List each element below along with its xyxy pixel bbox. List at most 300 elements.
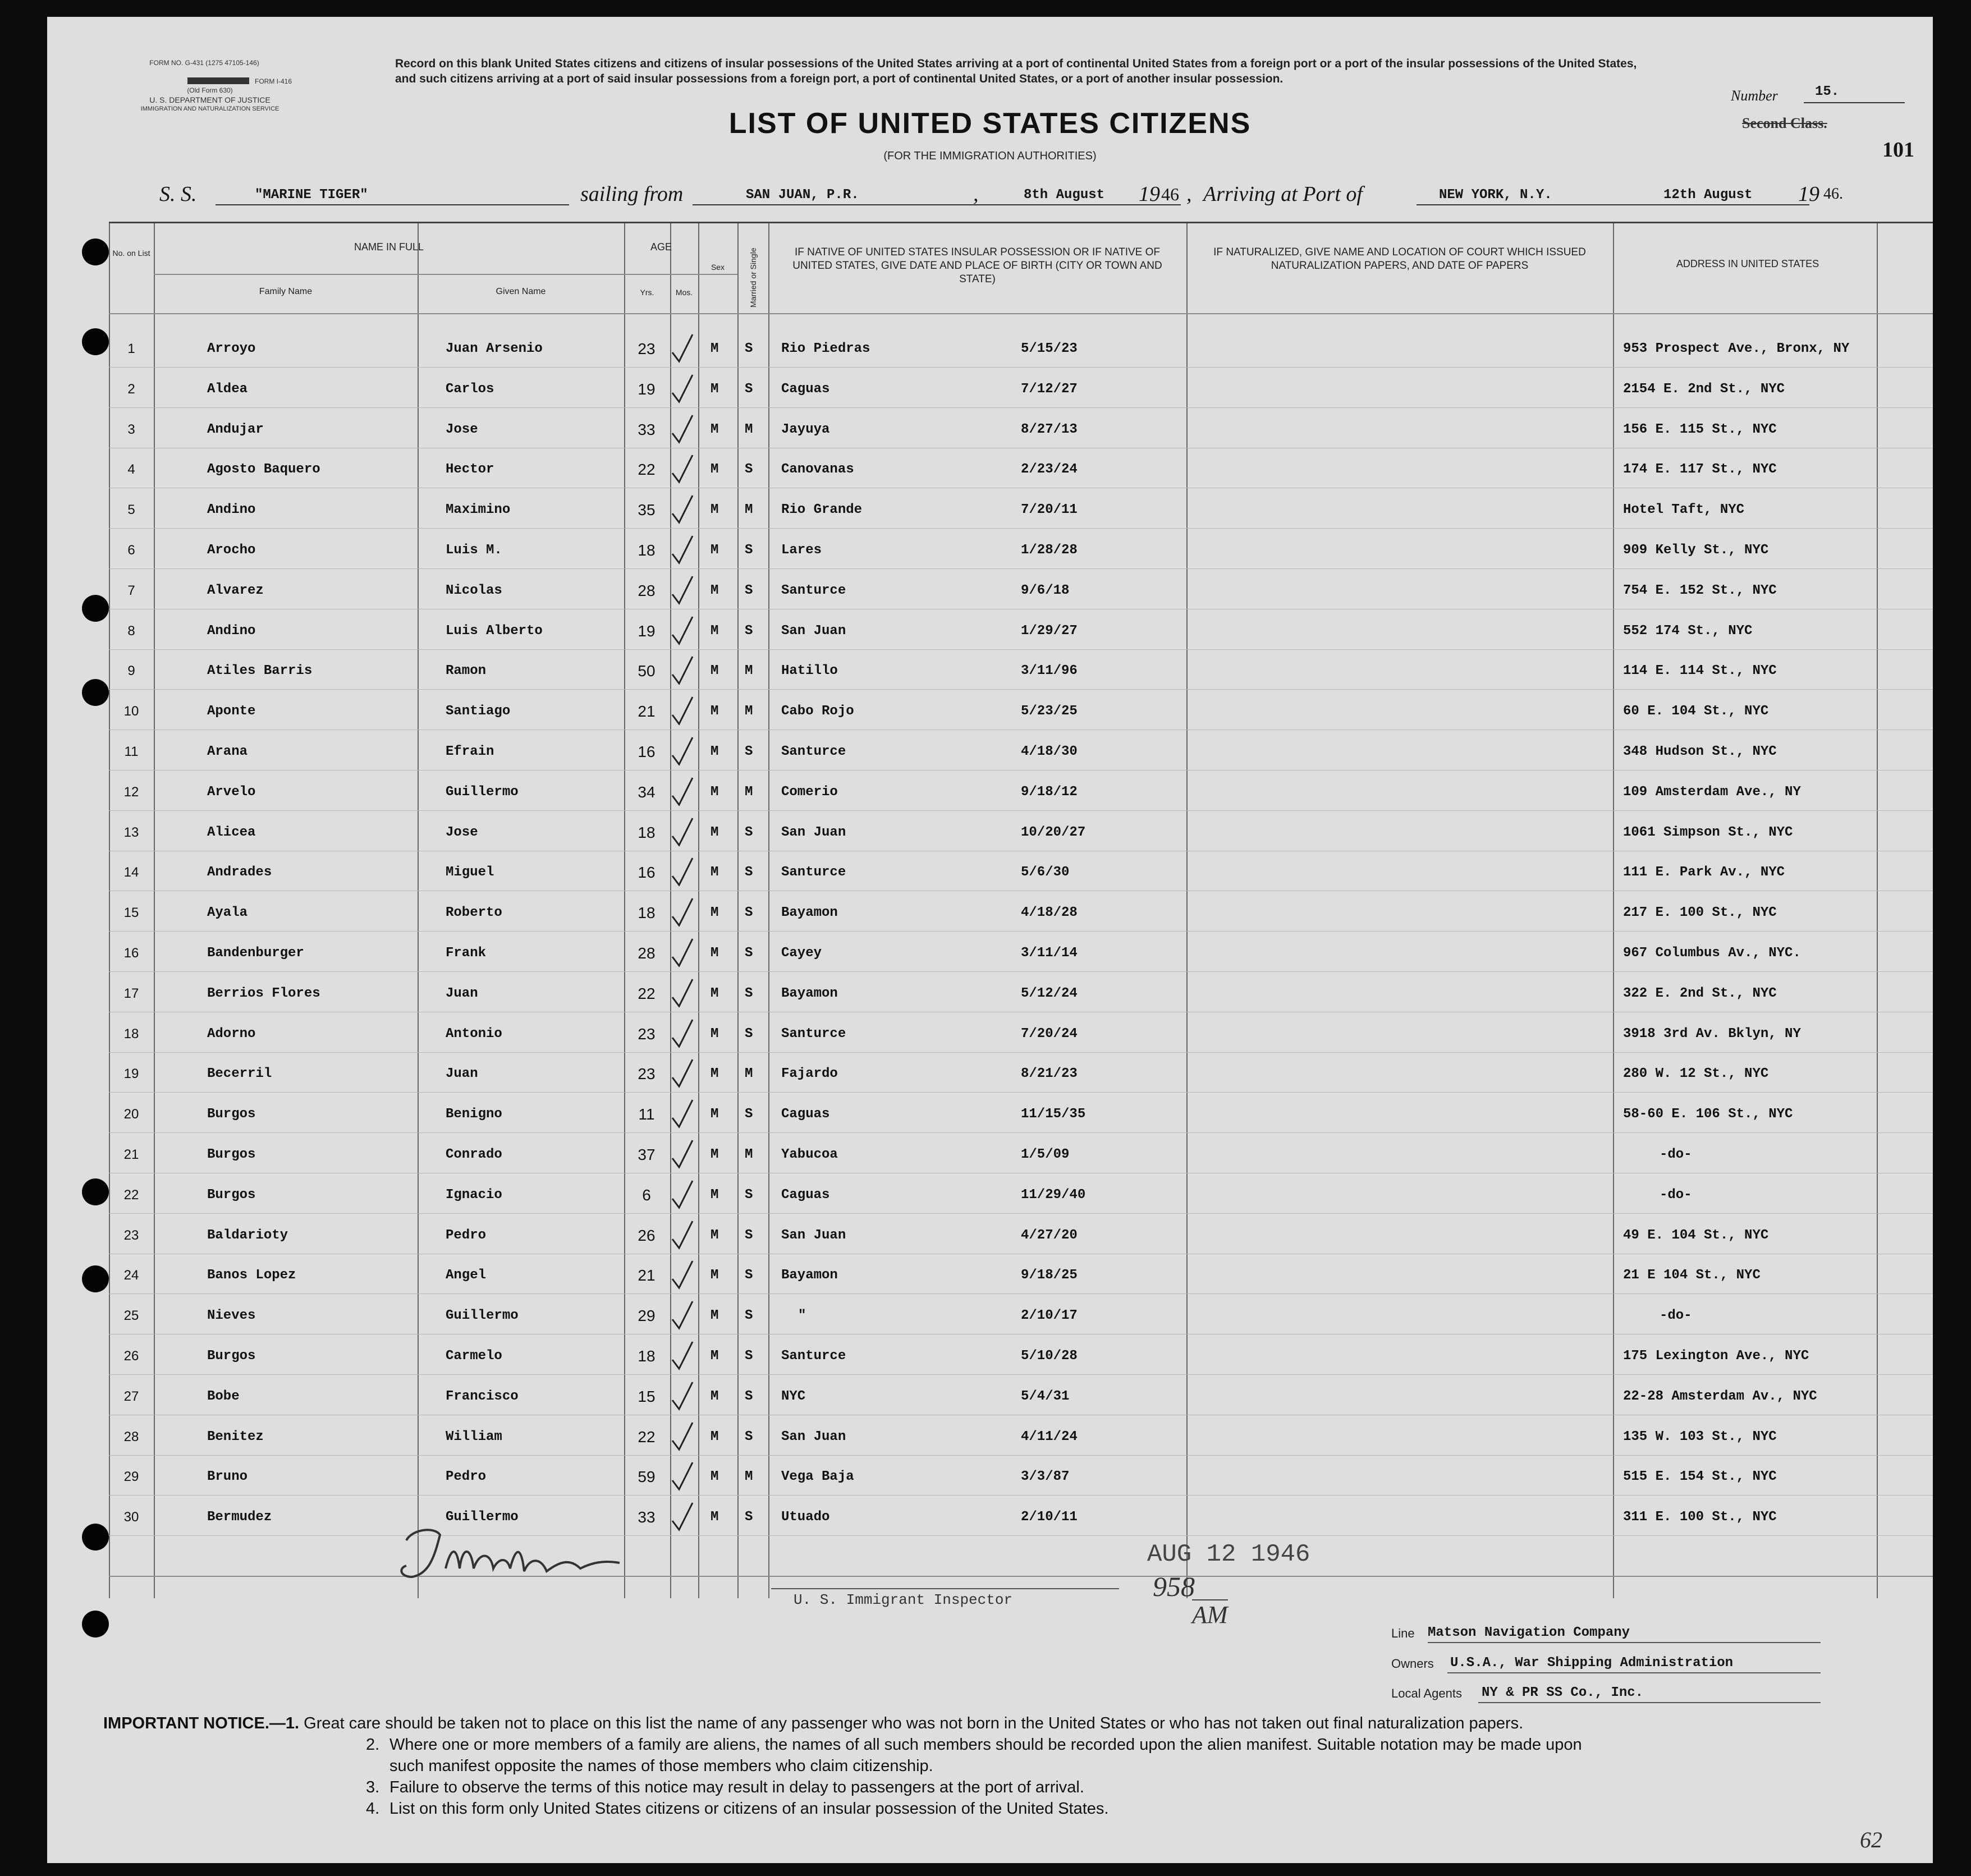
table-row — [109, 854, 1933, 894]
cell-place: Santurce — [781, 744, 846, 759]
check-mark-icon — [670, 1219, 695, 1253]
cell-date: 2/10/17 — [1021, 1308, 1078, 1324]
page-number: 101 — [1882, 138, 1914, 162]
table-row — [109, 733, 1933, 773]
number-underline — [1804, 102, 1905, 103]
cell-date: 4/11/24 — [1021, 1429, 1078, 1444]
cell-place: San Juan — [781, 1429, 846, 1444]
notice-item-1: Great care should be taken not to place on this list the name of any passenger who was not born in the United States or who has not taken out final naturalization papers. — [304, 1714, 1524, 1732]
cell-family: Bermudez — [207, 1510, 272, 1525]
cell-given: Nicolas — [446, 582, 502, 598]
cell-address: 967 Columbus Av., NYC. — [1623, 946, 1801, 961]
cell-given: Roberto — [446, 905, 502, 921]
cell-ms: M — [745, 502, 753, 518]
cell-address: 174 E. 117 St., NYC — [1623, 462, 1777, 478]
table-row — [109, 1418, 1933, 1458]
check-mark-icon — [670, 493, 695, 527]
cell-family: Andrades — [207, 865, 272, 880]
cell-place: Caguas — [781, 1107, 830, 1122]
cell-sex: M — [711, 946, 719, 961]
table-row — [109, 612, 1933, 653]
port-from-underline — [693, 204, 1029, 205]
intro-text: Record on this blank United States citizens and citizens of insular possessions of the United States arriving at a port of continental United States from a foreign port or a port of the insular possessions of the United States, and such citizens arriving at a port of said insular possessions from a foreign port, a port of continental United States, or a port of another insular possession. — [395, 57, 1637, 85]
cell-ms: S — [745, 824, 753, 840]
cell-age: 35 — [638, 501, 656, 519]
cell-age: 18 — [638, 823, 656, 841]
sail-date: 8th August — [1024, 187, 1105, 203]
cell-ms: S — [745, 381, 753, 397]
cell-age: 18 — [638, 542, 656, 559]
cell-sex: M — [711, 1388, 719, 1404]
cell-date: 8/27/13 — [1021, 421, 1078, 437]
cell-family: Andujar — [207, 421, 264, 437]
cell-ms: S — [745, 946, 753, 961]
cell-ms: S — [745, 865, 753, 880]
table-row — [109, 1498, 1933, 1539]
table-row — [109, 411, 1933, 451]
cell-date: 1/29/27 — [1021, 623, 1078, 639]
check-mark-icon — [670, 695, 695, 728]
check-mark-icon — [670, 534, 695, 567]
table-row — [109, 773, 1933, 814]
cell-age: 34 — [638, 783, 656, 801]
cell-age: 28 — [638, 944, 656, 962]
check-mark-icon — [670, 1259, 695, 1292]
cell-address: 552 174 St., NYC — [1623, 623, 1753, 639]
cell-ms: S — [745, 1510, 753, 1525]
cell-place: San Juan — [781, 824, 846, 840]
cell-place: Lares — [781, 543, 822, 558]
cell-address: 111 E. Park Av., NYC — [1623, 865, 1785, 880]
cell-place: Cayey — [781, 946, 822, 961]
cell-sex: M — [711, 744, 719, 759]
agents-underline — [1478, 1702, 1821, 1703]
inspector-label: U. S. Immigrant Inspector — [794, 1591, 1013, 1608]
cell-address: -do- — [1660, 1187, 1692, 1203]
cell-given: Ignacio — [446, 1187, 502, 1203]
cell-family: Alicea — [207, 824, 256, 840]
binder-hole — [82, 679, 109, 706]
table-row — [109, 1458, 1933, 1498]
port-from: SAN JUAN, P.R. — [746, 187, 859, 203]
cell-place: Cabo Rojo — [781, 704, 854, 719]
page-subtitle: (FOR THE IMMIGRATION AUTHORITIES) — [883, 150, 1097, 162]
table-row — [109, 814, 1933, 854]
header-naturalized: IF NATURALIZED, GIVE NAME AND LOCATION OF COURT WHICH ISSUED NATURALIZATION PAPERS, AND DATE OF PAPERS — [1213, 246, 1586, 272]
check-mark-icon — [670, 735, 695, 769]
table-row — [109, 1136, 1933, 1176]
cell-ms: S — [745, 1308, 753, 1324]
cell-address: -do- — [1660, 1147, 1692, 1162]
check-mark-icon — [670, 896, 695, 930]
cell-date: 3/11/14 — [1021, 946, 1078, 961]
check-mark-icon — [670, 1057, 695, 1091]
notice-item-4-no: 4. — [366, 1800, 380, 1818]
number-value: 15. — [1815, 84, 1840, 99]
cell-date: 7/20/24 — [1021, 1026, 1078, 1042]
cell-place: Jayuya — [781, 421, 830, 437]
passenger-table — [109, 222, 1933, 1598]
stamp-time: 958 — [1153, 1571, 1195, 1602]
cell-address: 909 Kelly St., NYC — [1623, 543, 1769, 558]
cell-sex: M — [711, 1429, 719, 1444]
cell-no: 18 — [123, 1026, 139, 1042]
cell-no: 16 — [123, 946, 139, 961]
cell-family: Burgos — [207, 1348, 256, 1364]
cell-no: 23 — [123, 1227, 139, 1243]
cell-date: 1/28/28 — [1021, 543, 1078, 558]
cell-ms: M — [745, 421, 753, 437]
cell-no: 9 — [127, 663, 135, 679]
cell-place: Caguas — [781, 381, 830, 397]
check-mark-icon — [670, 332, 695, 366]
cell-date: 9/18/12 — [1021, 784, 1078, 800]
cell-no: 19 — [123, 1066, 139, 1082]
binder-hole — [82, 328, 109, 355]
cell-date: 1/5/09 — [1021, 1147, 1070, 1162]
cell-address: 2154 E. 2nd St., NYC — [1623, 381, 1785, 397]
cell-given: Maximino — [446, 502, 511, 518]
cell-age: 23 — [638, 340, 656, 357]
cell-place: Santurce — [781, 1348, 846, 1364]
check-mark-icon — [670, 1138, 695, 1172]
cell-address: 156 E. 115 St., NYC — [1623, 421, 1777, 437]
cell-ms: S — [745, 1026, 753, 1042]
cell-given: Conrado — [446, 1147, 502, 1162]
cell-place: Santurce — [781, 582, 846, 598]
cell-no: 22 — [123, 1187, 139, 1203]
cell-ms: S — [745, 462, 753, 478]
cell-sex: M — [711, 502, 719, 518]
cell-sex: M — [711, 341, 719, 356]
cell-ms: M — [745, 1147, 753, 1162]
cell-address: 109 Amsterdam Ave., NY — [1623, 784, 1801, 800]
cell-no: 4 — [127, 462, 135, 478]
cell-age: 21 — [638, 703, 656, 721]
cell-ms: S — [745, 1227, 753, 1243]
cell-given: Antonio — [446, 1026, 502, 1042]
cell-no: 27 — [123, 1388, 139, 1404]
cell-address: 3918 3rd Av. Bklyn, NY — [1623, 1026, 1801, 1042]
redaction-bar — [187, 77, 249, 84]
cell-place: Vega Baja — [781, 1469, 854, 1485]
cell-ms: S — [745, 1107, 753, 1122]
binder-hole — [82, 1178, 109, 1205]
old-form: (Old Form 630) — [187, 86, 233, 94]
cell-place: Hatillo — [781, 663, 838, 679]
cell-sex: M — [711, 1348, 719, 1364]
cell-family: Atiles Barris — [207, 663, 313, 679]
cell-place: Bayamon — [781, 1268, 838, 1283]
cell-family: Ayala — [207, 905, 248, 921]
cell-given: Efrain — [446, 744, 494, 759]
cell-age: 50 — [638, 662, 656, 680]
notice-item-4: List on this form only United States citizens or citizens of an insular possession of the United States. — [389, 1800, 1109, 1818]
cell-family: Bruno — [207, 1469, 248, 1485]
sail-year: 46 — [1161, 184, 1179, 204]
table-row — [109, 894, 1933, 934]
line-underline — [1428, 1642, 1821, 1643]
header-given-name: Given Name — [496, 287, 546, 296]
cell-given: Luis Alberto — [446, 623, 543, 639]
cell-date: 5/10/28 — [1021, 1348, 1078, 1364]
cell-no: 7 — [127, 582, 135, 598]
cell-age: 11 — [638, 1106, 655, 1123]
header-mos: Mos. — [675, 288, 693, 297]
check-mark-icon — [670, 1420, 695, 1454]
cell-given: Guillermo — [446, 1308, 519, 1324]
cell-ms: S — [745, 985, 753, 1001]
table-row — [109, 370, 1933, 411]
cell-no: 6 — [127, 543, 135, 558]
cell-ms: S — [745, 582, 753, 598]
table-row — [109, 692, 1933, 733]
cell-place: Rio Piedras — [781, 341, 870, 356]
cell-no: 10 — [123, 704, 139, 719]
cell-no: 8 — [127, 623, 135, 639]
header-name-in-full: NAME IN FULL — [354, 241, 424, 253]
line-value: Matson Navigation Company — [1428, 1625, 1630, 1640]
cell-date: 3/11/96 — [1021, 663, 1078, 679]
cell-date: 9/6/18 — [1021, 582, 1070, 598]
cell-family: Andino — [207, 623, 256, 639]
cell-no: 20 — [123, 1107, 139, 1122]
cell-no: 2 — [127, 381, 135, 397]
cell-address: 754 E. 152 St., NYC — [1623, 582, 1777, 598]
cell-family: Berrios Flores — [207, 985, 320, 1001]
table-row — [109, 451, 1933, 491]
cell-no: 30 — [123, 1510, 139, 1525]
cell-given: Francisco — [446, 1388, 519, 1404]
cell-date: 8/21/23 — [1021, 1066, 1078, 1082]
cell-no: 11 — [124, 744, 139, 759]
cell-sex: M — [711, 462, 719, 478]
cell-address: 953 Prospect Ave., Bronx, NY — [1623, 341, 1850, 356]
cell-age: 37 — [638, 1146, 656, 1163]
cell-age: 15 — [638, 1387, 656, 1405]
binder-hole — [82, 238, 109, 265]
cell-place: Caguas — [781, 1187, 830, 1203]
table-row — [109, 531, 1933, 572]
class-label: Second Class. — [1742, 115, 1827, 131]
binder-hole — [82, 595, 109, 622]
cell-no: 24 — [123, 1268, 139, 1283]
cell-place: San Juan — [781, 1227, 846, 1243]
cell-family: Aponte — [207, 704, 256, 719]
cell-family: Aldea — [207, 381, 248, 397]
table-row — [109, 975, 1933, 1015]
notice-heading: IMPORTANT NOTICE.—1. — [103, 1714, 300, 1732]
cell-family: Becerril — [207, 1066, 272, 1082]
cell-ms: M — [745, 784, 753, 800]
check-mark-icon — [670, 1098, 695, 1131]
check-mark-icon — [670, 1017, 695, 1051]
cell-family: Adorno — [207, 1026, 256, 1042]
check-mark-icon — [670, 1380, 695, 1414]
check-mark-icon — [670, 1178, 695, 1212]
cell-address: 58-60 E. 106 St., NYC — [1623, 1107, 1793, 1122]
table-row — [109, 1055, 1933, 1095]
cell-address: 348 Hudson St., NYC — [1623, 744, 1777, 759]
cell-place: Bayamon — [781, 905, 838, 921]
form-code: FORM I-416 — [255, 77, 292, 85]
cell-date: 4/27/20 — [1021, 1227, 1078, 1243]
cell-address: 322 E. 2nd St., NYC — [1623, 985, 1777, 1001]
cell-sex: M — [711, 905, 719, 921]
owners-label: Owners — [1391, 1657, 1434, 1671]
header-married-single: Married or Single — [749, 247, 758, 308]
cell-no: 21 — [123, 1147, 139, 1162]
check-mark-icon — [670, 574, 695, 608]
sailing-label: sailing from — [580, 182, 684, 206]
cell-place: Santurce — [781, 865, 846, 880]
cell-given: Pedro — [446, 1469, 487, 1485]
cell-given: Benigno — [446, 1107, 502, 1122]
cell-place: " — [798, 1308, 806, 1324]
cell-no: 28 — [123, 1429, 139, 1444]
check-mark-icon — [670, 1460, 695, 1494]
cell-family: Burgos — [207, 1147, 256, 1162]
cell-ms: S — [745, 1429, 753, 1444]
cell-given: Hector — [446, 462, 494, 478]
cell-sex: M — [711, 824, 719, 840]
cell-date: 7/20/11 — [1021, 502, 1078, 518]
cell-place: Canovanas — [781, 462, 854, 478]
header-address: ADDRESS IN UNITED STATES — [1676, 258, 1819, 269]
cell-sex: M — [711, 663, 719, 679]
cell-date: 2/23/24 — [1021, 462, 1078, 478]
cell-place: San Juan — [781, 623, 846, 639]
cell-age: 33 — [638, 1508, 656, 1526]
department: U. S. DEPARTMENT OF JUSTICE — [149, 95, 271, 104]
cell-place: Yabucoa — [781, 1147, 838, 1162]
cell-sex: M — [711, 1510, 719, 1525]
cell-age: 29 — [638, 1307, 656, 1325]
cell-family: Arvelo — [207, 784, 256, 800]
cell-date: 11/15/35 — [1021, 1107, 1086, 1122]
cell-family: Bandenburger — [207, 946, 304, 961]
cell-date: 11/29/40 — [1021, 1187, 1086, 1203]
cell-age: 16 — [638, 864, 656, 882]
agents-value: NY & PR SS Co., Inc. — [1482, 1685, 1644, 1700]
cell-no: 14 — [123, 865, 139, 880]
cell-address: -do- — [1660, 1308, 1692, 1324]
cell-ms: S — [745, 744, 753, 759]
cell-date: 4/18/30 — [1021, 744, 1078, 759]
notice-item-3-no: 3. — [366, 1778, 380, 1796]
check-mark-icon — [670, 856, 695, 889]
check-mark-icon — [670, 1501, 695, 1534]
owners-underline — [1447, 1672, 1821, 1673]
cell-age: 18 — [638, 1347, 656, 1365]
cell-no: 13 — [123, 824, 139, 840]
check-mark-icon — [670, 413, 695, 447]
cell-address: 135 W. 103 St., NYC — [1623, 1429, 1777, 1444]
header-sex: Sex — [711, 263, 725, 272]
agents-label: Local Agents — [1391, 1686, 1462, 1700]
cell-no: 17 — [123, 985, 139, 1001]
cell-address: 175 Lexington Ave., NYC — [1623, 1348, 1809, 1364]
cell-family: Andino — [207, 502, 256, 518]
cell-address: 217 E. 100 St., NYC — [1623, 905, 1777, 921]
inspector-signature — [395, 1524, 631, 1585]
check-mark-icon — [670, 1299, 695, 1333]
cell-ms: S — [745, 543, 753, 558]
cell-no: 15 — [123, 905, 139, 921]
cell-given: Frank — [446, 946, 487, 961]
table-row — [109, 1176, 1933, 1217]
cell-date: 5/23/25 — [1021, 704, 1078, 719]
cell-given: Santiago — [446, 704, 511, 719]
cell-given: Angel — [446, 1268, 487, 1283]
number-label: Number — [1731, 88, 1778, 104]
corner-mark: 62 — [1860, 1827, 1882, 1852]
table-row — [109, 491, 1933, 531]
cell-address: 1061 Simpson St., NYC — [1623, 824, 1793, 840]
cell-address: 60 E. 104 St., NYC — [1623, 704, 1769, 719]
port-to-underline — [1417, 204, 1809, 205]
notice-item-3: Failure to observe the terms of this notice may result in delay to passengers at the port of arrival. — [389, 1778, 1084, 1796]
cell-given: Pedro — [446, 1227, 487, 1243]
cell-age: 28 — [638, 581, 656, 599]
cell-sex: M — [711, 985, 719, 1001]
arrive-date: 12th August — [1663, 187, 1753, 203]
cell-age: 16 — [638, 743, 656, 760]
cell-date: 5/15/23 — [1021, 341, 1078, 356]
binder-hole — [82, 1524, 109, 1551]
cell-date: 9/18/25 — [1021, 1268, 1078, 1283]
cell-place: NYC — [781, 1388, 806, 1404]
table-row — [109, 652, 1933, 692]
cell-sex: M — [711, 421, 719, 437]
cell-address: 22-28 Amsterdam Av., NYC — [1623, 1388, 1817, 1404]
check-mark-icon — [670, 614, 695, 648]
cell-given: Miguel — [446, 865, 494, 880]
cell-place: Comerio — [781, 784, 838, 800]
cell-date: 3/3/87 — [1021, 1469, 1070, 1485]
arrive-year-prefix: 19 — [1798, 182, 1819, 206]
binder-hole — [82, 1265, 109, 1292]
cell-address: 515 E. 154 St., NYC — [1623, 1469, 1777, 1485]
line-label: Line — [1391, 1626, 1415, 1640]
cell-ms: S — [745, 905, 753, 921]
header-age: AGE — [650, 241, 672, 253]
cell-given: Juan Arsenio — [446, 341, 543, 356]
cell-place: Santurce — [781, 1026, 846, 1042]
cell-given: Jose — [446, 824, 478, 840]
cell-age: 59 — [638, 1468, 656, 1486]
cell-family: Banos Lopez — [207, 1268, 296, 1283]
cell-given: Carmelo — [446, 1348, 502, 1364]
cell-given: William — [446, 1429, 502, 1444]
cell-sex: M — [711, 1227, 719, 1243]
cell-family: Arana — [207, 744, 248, 759]
cell-family: Alvarez — [207, 582, 264, 598]
cell-no: 29 — [123, 1469, 139, 1485]
cell-sex: M — [711, 1026, 719, 1042]
check-mark-icon — [670, 776, 695, 809]
cell-no: 12 — [123, 784, 139, 800]
cell-date: 5/6/30 — [1021, 865, 1070, 880]
cell-address: 21 E 104 St., NYC — [1623, 1268, 1761, 1283]
cell-age: 22 — [638, 461, 656, 479]
cell-age: 6 — [642, 1186, 651, 1204]
cell-family: Arroyo — [207, 341, 256, 356]
service: IMMIGRATION AND NATURALIZATION SERVICE — [140, 106, 279, 112]
cell-given: Luis M. — [446, 543, 502, 558]
cell-sex: M — [711, 381, 719, 397]
cell-family: Bobe — [207, 1388, 240, 1404]
